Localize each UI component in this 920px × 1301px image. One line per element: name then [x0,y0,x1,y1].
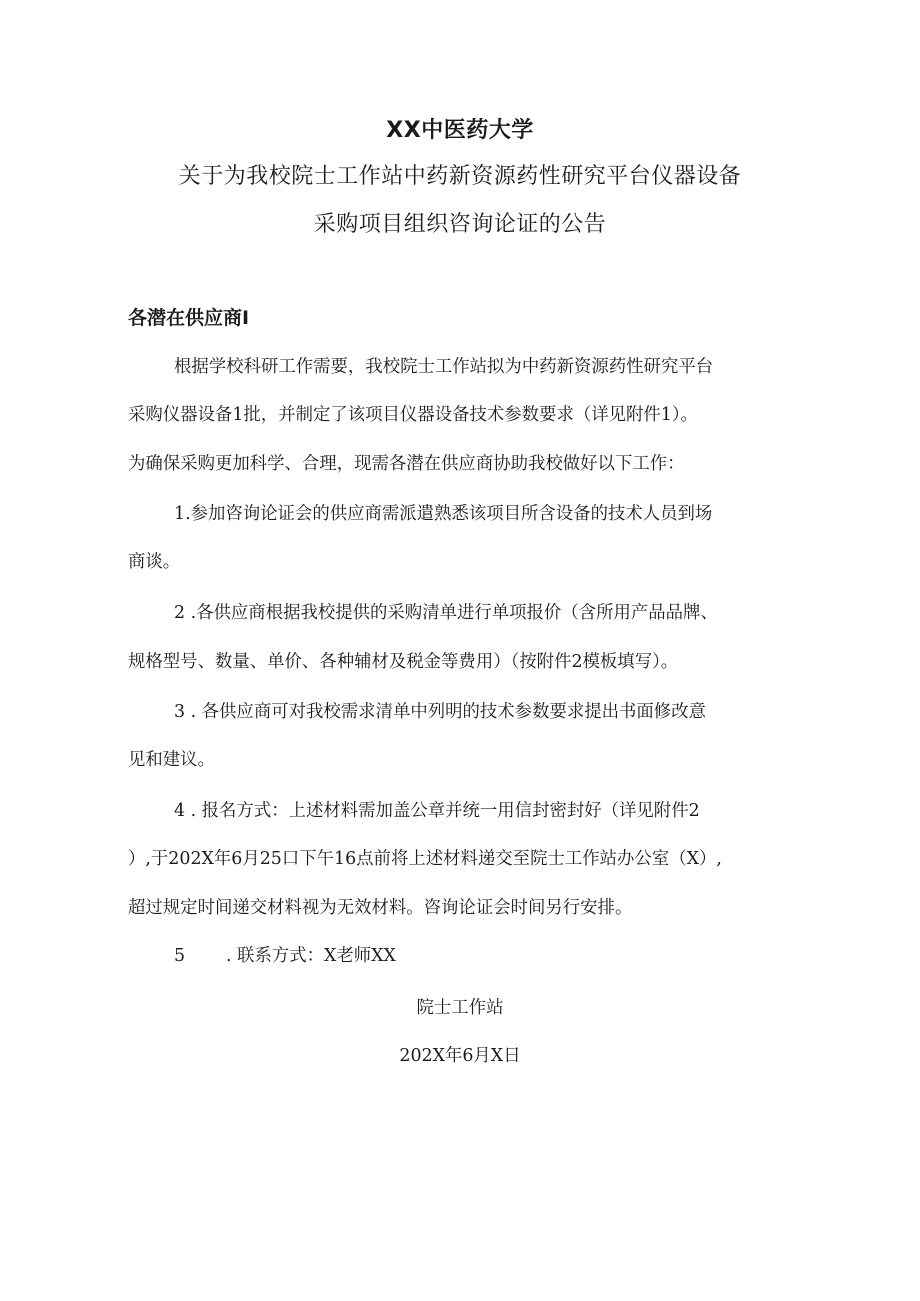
announcement-title-line-2: 采购项目组织咨询论证的公告 [313,212,607,237]
intro-line-2: 采购仪器设备1批，并制定了该项目仪器设备技术参数要求（详见附件1）。 [128,405,698,425]
item-4-line-1: 4 . 报名方式：上述材料需加盖公章并统一用信封密封好（详见附件2 [174,801,700,821]
item-1-line-2: 商谈。 [128,552,181,572]
item-1-line-1: 1.参加咨询论证会的供应商需派遣熟悉该项目所含设备的技术人员到场 [174,504,713,524]
item-3-line-2: 见和建议。 [128,750,215,770]
item-4-line-2: ）,于202X年6月25口下午16点前将上述材料递交至院士工作站办公室（X）, [128,849,722,869]
announcement-title-line-1: 关于为我校院士工作站中药新资源药性研究平台仪器设备 [178,164,742,189]
university-name: XX中医药大学 [386,118,534,143]
item-5-contact: . 联系方式：X老师XX [226,946,396,966]
signature-date: 202X年6月X日 [399,1046,521,1066]
signature-organization: 院士工作站 [416,998,504,1018]
intro-line-3: 为确保采购更加科学、合理，现需各潜在供应商协助我校做好以下工作： [128,454,685,474]
item-2-line-1: 2 .各供应商根据我校提供的采购清单进行单项报价（含所用产品品牌、 [174,603,718,623]
item-5-number: 5 [174,946,186,966]
item-4-line-3: 超过规定时间递交材料视为无效材料。咨询论证会时间另行安排。 [128,898,633,918]
item-3-line-1: 3 . 各供应商可对我校需求清单中列明的技术参数要求提出书面修改意 [174,702,706,722]
item-2-line-2: 规格型号、数量、单价、各种辅材及税金等费用）（按附件2模板填写）。 [128,652,679,672]
salutation: 各潜在供应商I [128,307,250,329]
intro-line-1: 根据学校科研工作需要，我校院士工作站拟为中药新资源药性研究平台 [174,357,714,377]
